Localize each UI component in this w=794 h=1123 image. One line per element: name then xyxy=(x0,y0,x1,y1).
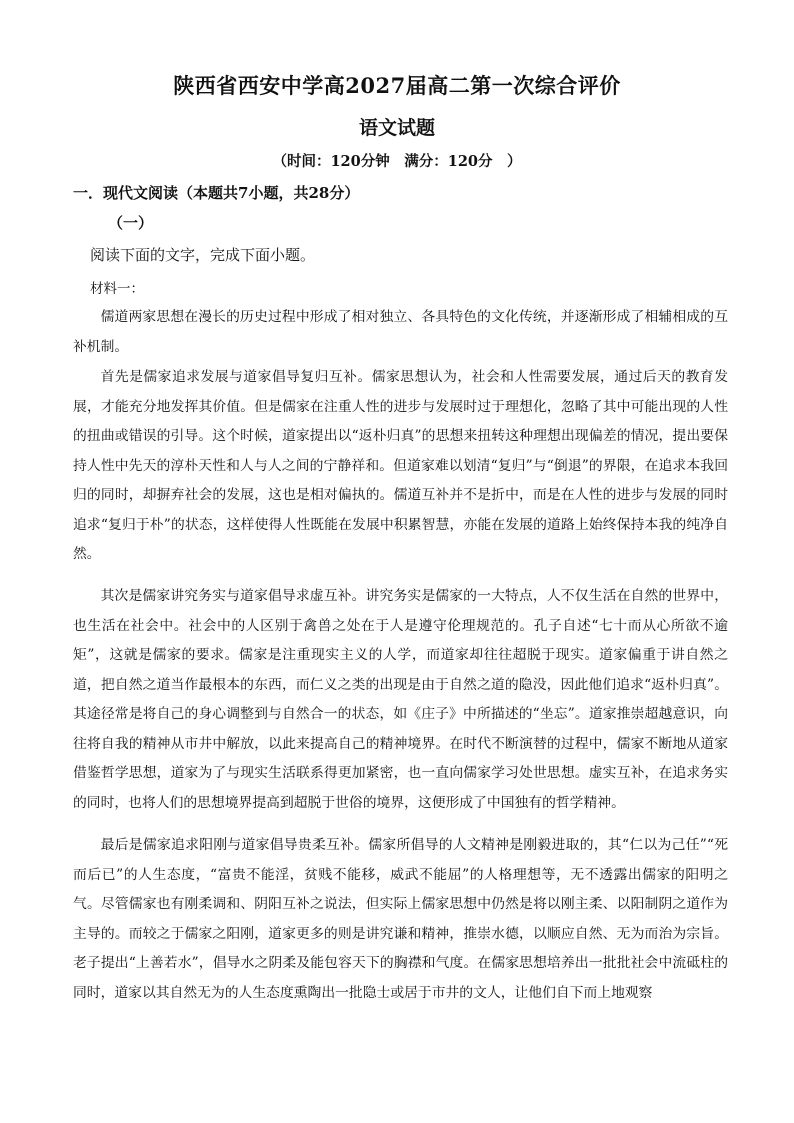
section-heading: 一．现代文阅读（本题共7小题，共28分） xyxy=(73,184,360,202)
paragraph: 最后是儒家追求阳刚与道家倡导贵柔互补。儒家所倡导的人文精神是刚毅进取的，其“仁以为己任”“死而后已”的人生态度，“富贵不能淫，贫贱不能移，威武不能屈”的人格理想等，无不透露出儒家的阳明之气。尽管儒家也有刚柔调和、阴阳互补之说法，但实际上儒家思想中仍然是将以刚主柔、以阳制阴之道作为主导的。而较之于儒家之阳刚，道家更多的则是讲究谦和精神，推崇水德，以顺应自然、无为而治为宗旨。老子提出“上善若水”，倡导水之阴柔及能包容天下的胸襟和气度。在儒家思想培养出一批批社会中流砥柱的同时，道家以其自然无为的人生态度熏陶出一批隐士或居于市井的文人，让他们自下而上地观察 xyxy=(73,837,728,1001)
paragraph: 儒道两家思想在漫长的历史过程中形成了相对独立、各具特色的文化传统，并逐渐形成了相辅相成的互补机制。 xyxy=(73,309,728,355)
paragraph: 首先是儒家追求发展与道家倡导复归互补。儒家思想认为，社会和人性需要发展，通过后天的教育发展，才能充分地发挥其价值。但是儒家在注重人性的进步与发展时过于理想化，忽略了其中可能出现的人性的扭曲或错误的引导。这个时候，道家提出以“返朴归真”的思想来扭转这种理想出现偏差的情况，提出要保持人性中先天的淳朴天性和人与人之间的宁静祥和。但道家难以划清“复归”与“倒退”的界限，在追求本我回归的同时，却摒弃社会的发展，这也是相对偏执的。儒道互补并不是折中，而是在人性的进步与发展的同时追求“复归于朴”的状态，这样使得人性既能在发展中积累智慧，亦能在发展的道路上始终保持本我的纯净自然。 xyxy=(73,369,728,562)
exam-meta: （时间：120分钟 满分：120分 ） xyxy=(272,153,522,170)
material-label: 材料一： xyxy=(90,281,144,297)
reading-instruction: 阅读下面的文字，完成下面小题。 xyxy=(90,246,316,264)
part-heading: （一） xyxy=(108,214,154,232)
document-title: 陕西省西安中学高2027届高二第一次综合评价 xyxy=(173,73,621,98)
paragraph: 其次是儒家讲究务实与道家倡导求虚互补。讲究务实是儒家的一大特点，人不仅生活在自然的世界中，也生活在社会中。社会中的人区别于禽兽之处在于人是遵守伦理规范的。孔子自述“七十而从心所欲不逾矩”，这就是儒家的要求。儒家是注重现实主义的人学，而道家却往往超脱于现实。道家偏重于讲自然之道，把自然之道当作最根本的东西，而仁义之类的出现是由于自然之道的隐没，因此他们追求“返朴归真”。其途径常是将自己的身心调整到与自然合一的状态，如《庄子》中所描述的“坐忘”。道家推崇超越意识，向往将自我的精神从市井中解放，以此来提高自己的精神境界。在时代不断演替的过程中，儒家不断地从道家借鉴哲学思想，道家为了与现实生活联系得更加紧密，也一直向儒家学习处世思想。虚实互补，在追求务实的同时，也将人们的思想境界提高到超脱于世俗的境界，这便形成了中国独有的哲学精神。 xyxy=(73,588,728,811)
document-subtitle: 语文试题 xyxy=(358,117,435,139)
